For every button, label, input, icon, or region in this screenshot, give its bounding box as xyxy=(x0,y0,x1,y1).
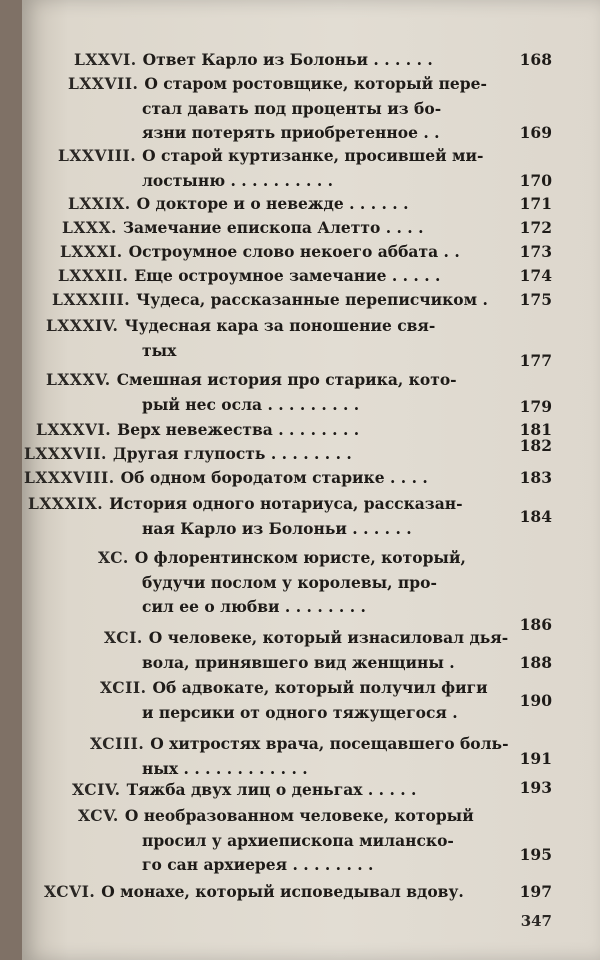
chapter-title: Замечание епископа Алетто . . . . xyxy=(122,218,424,237)
page-number: 347 xyxy=(520,912,552,930)
chapter-title: О хитростях врача, посещавшего боль- xyxy=(150,734,509,753)
chapter-number: LXXXIII. xyxy=(52,290,131,309)
chapter-title: вола, принявшего вид женщины . xyxy=(142,652,455,672)
chapter-number: XC. xyxy=(98,548,129,567)
toc-entry-line xyxy=(142,853,527,877)
book-page xyxy=(22,0,600,960)
page-ref: 191 xyxy=(519,748,552,768)
chapter-number: XCII. xyxy=(100,678,147,697)
chapter-title: О докторе и о невежде . . . . . . xyxy=(136,194,409,213)
chapter-title: сил ее о любви . . . . . . . . xyxy=(142,597,366,616)
toc-entry-line xyxy=(142,393,527,417)
chapter-number: LXXVII. xyxy=(68,74,139,93)
chapter-title: Чудеса, рассказанные переписчиком . xyxy=(136,290,488,309)
toc-entry-line xyxy=(142,651,527,675)
toc-entry-line xyxy=(28,492,527,516)
toc-entry-line xyxy=(142,595,527,619)
chapter-number: LXXVI. xyxy=(74,50,137,69)
chapter-number: LXXVIII. xyxy=(58,146,137,165)
chapter-title: Еще остроумное замечание . . . . . xyxy=(134,266,441,285)
toc-entry-line xyxy=(142,829,527,853)
page-ref: 190 xyxy=(519,690,552,710)
chapter-title: О старой куртизанке, просившей ми- xyxy=(142,146,484,165)
chapter-title: Смешная история про старика, кото- xyxy=(116,370,457,389)
page-ref: 188 xyxy=(519,652,552,672)
page-ref: 171 xyxy=(519,194,552,213)
chapter-number: LXXXVII. xyxy=(24,444,107,463)
page-ref: 172 xyxy=(519,218,552,237)
toc-entry-line xyxy=(142,97,527,121)
page-ref: 170 xyxy=(519,170,552,190)
chapter-title: Тяжба двух лиц о деньгах . . . . . xyxy=(126,780,417,799)
toc-entry-line xyxy=(100,676,527,700)
chapter-number: XCVI. xyxy=(44,882,96,901)
toc-entry-line xyxy=(90,732,527,756)
chapter-title: тых xyxy=(142,340,177,360)
chapter-number: LXXXV. xyxy=(46,370,111,389)
toc-entry-line xyxy=(98,546,527,570)
chapter-number: XCIII. xyxy=(90,734,145,753)
chapter-title: О человеке, который изнасиловал дья- xyxy=(148,628,509,647)
chapter-number: LXXXVIII. xyxy=(24,468,115,487)
chapter-number: XCIV. xyxy=(72,780,121,799)
toc-entry-line xyxy=(74,48,527,72)
toc-entry-line xyxy=(46,368,527,392)
page-ref: 195 xyxy=(519,845,552,864)
toc-entry-line xyxy=(58,144,527,168)
toc-entry-line xyxy=(24,466,527,490)
toc-entry-line xyxy=(142,339,527,363)
page-ref: 173 xyxy=(519,242,552,261)
page-ref: 197 xyxy=(519,882,552,901)
chapter-number: LXXXIV. xyxy=(46,316,119,335)
chapter-number: LXXIX. xyxy=(68,194,131,213)
chapter-title: Остроумное слово некоего аббата . . xyxy=(128,242,460,261)
page-ref: 174 xyxy=(519,266,552,285)
chapter-title: язни потерять приобретенное . . xyxy=(142,123,440,142)
toc-entry-line xyxy=(52,288,527,312)
chapter-title: О флорентинском юристе, который, xyxy=(134,548,466,567)
toc-entry-line xyxy=(142,571,527,595)
chapter-title: О необразованном человеке, который xyxy=(124,806,474,825)
chapter-number: LXXXIX. xyxy=(28,494,104,513)
chapter-number: XCI. xyxy=(104,628,143,647)
toc-entry-line xyxy=(24,442,527,466)
toc-entry-line xyxy=(78,804,527,828)
page-ref: 169 xyxy=(519,123,552,142)
page-ref: 182 xyxy=(519,436,552,455)
toc-entry-line xyxy=(142,121,527,145)
toc-entry-line xyxy=(104,626,527,650)
chapter-title: и персики от одного тяжущегося . xyxy=(142,702,458,722)
toc-entry-line xyxy=(142,169,527,193)
chapter-title: ных . . . . . . . . . . . . xyxy=(142,758,308,778)
toc-entry-line xyxy=(68,72,527,96)
toc-entry-line xyxy=(142,757,527,781)
chapter-title: будучи послом у королевы, про- xyxy=(142,572,437,592)
toc-entry-line xyxy=(72,778,527,802)
page-ref: 181 xyxy=(519,420,552,439)
chapter-number: LXXX. xyxy=(62,218,117,237)
toc-entry-line xyxy=(142,701,527,725)
chapter-title: лостыню . . . . . . . . . . xyxy=(142,170,334,190)
page-ref: 184 xyxy=(519,506,552,526)
chapter-title: О старом ростовщике, который пере- xyxy=(144,74,487,93)
toc-entry-line xyxy=(46,314,527,338)
chapter-title: го сан архиерея . . . . . . . . xyxy=(142,855,374,874)
chapter-title: Чудесная кара за поношение свя- xyxy=(124,316,436,335)
chapter-title: Верх невежества . . . . . . . . xyxy=(117,420,360,439)
page-ref: 183 xyxy=(519,468,552,487)
page-ref: 186 xyxy=(519,615,552,634)
toc-entry-line xyxy=(36,418,527,442)
toc-entry-line xyxy=(60,240,527,264)
chapter-title: Другая глупость . . . . . . . . xyxy=(112,444,352,463)
page-ref: 193 xyxy=(519,778,552,797)
page-ref: 175 xyxy=(519,290,552,309)
table-of-contents xyxy=(22,0,600,960)
chapter-title: ная Карло из Болоньи . . . . . . xyxy=(142,518,412,538)
chapter-title: О монахе, который исповедывал вдову. xyxy=(101,882,464,901)
chapter-title: стал давать под проценты из бо- xyxy=(142,98,442,118)
chapter-title: Об одном бородатом старике . . . . xyxy=(120,468,428,487)
chapter-number: XCV. xyxy=(78,806,119,825)
chapter-title: Об адвокате, который получил фиги xyxy=(152,678,488,697)
toc-entry-line xyxy=(58,264,527,288)
page-ref: 168 xyxy=(519,50,552,69)
chapter-number: LXXXVI. xyxy=(36,420,112,439)
toc-entry-line xyxy=(142,517,527,541)
chapter-title: рый нес осла . . . . . . . . . xyxy=(142,394,360,414)
toc-entry-line xyxy=(44,880,527,904)
chapter-number: LXXXI. xyxy=(60,242,123,261)
chapter-title: просил у архиепископа миланско- xyxy=(142,830,454,850)
toc-entry-line xyxy=(62,216,527,240)
chapter-number: LXXXII. xyxy=(58,266,129,285)
toc-entry-line xyxy=(68,192,527,216)
page-ref: 177 xyxy=(519,350,552,370)
chapter-title: Ответ Карло из Болоньи . . . . . . xyxy=(142,50,433,69)
chapter-title: История одного нотариуса, рассказан- xyxy=(109,494,463,513)
page-ref: 179 xyxy=(519,396,552,416)
